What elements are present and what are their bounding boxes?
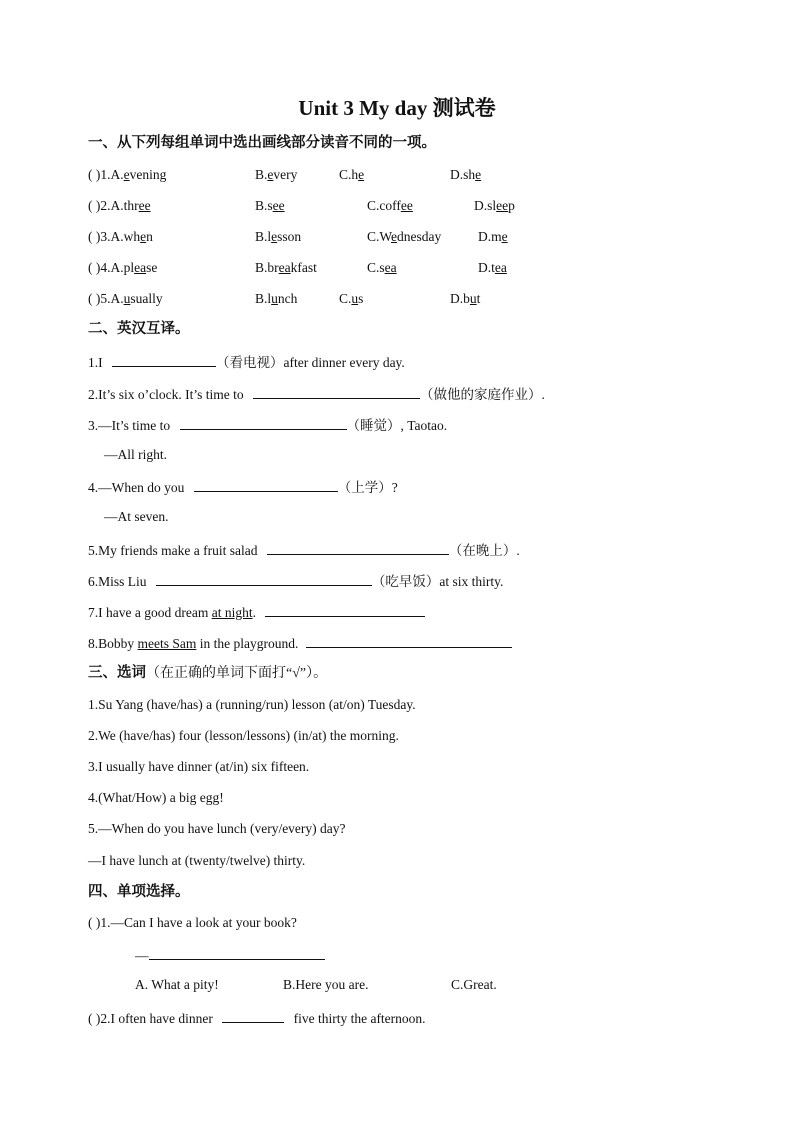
sec2-item-7: 7.I have a good dream at night. — [88, 602, 425, 622]
answer-blank[interactable] — [265, 602, 425, 617]
section-2-heading: 二、英汉互译。 — [88, 321, 190, 337]
word-option: B.every — [255, 167, 298, 182]
answer-paren[interactable]: ( ) — [88, 291, 101, 306]
sec1-row — [88, 290, 163, 308]
sec4-q1-reply: — — [135, 945, 325, 965]
answer-blank[interactable] — [149, 945, 325, 960]
sec3-item-5: 5.—When do you have lunch (very/every) day? — [88, 821, 346, 836]
answer-blank[interactable] — [267, 540, 449, 555]
word-option: three — [123, 198, 151, 213]
sec1-row — [88, 166, 166, 184]
word-option: C.Wednesday — [367, 229, 442, 244]
sec1-option-c — [339, 290, 363, 308]
word-option: C.sea — [367, 260, 397, 275]
question-number: 2.A. — [100, 198, 124, 213]
word-option: B.see — [255, 198, 285, 213]
sec3-item-3: 3.I usually have dinner (at/in) six fifteen. — [88, 759, 310, 774]
sec1-row — [88, 228, 153, 246]
sec3-item-5-reply: —I have lunch at (twenty/twelve) thirty. — [88, 853, 306, 868]
word-option: D.but — [450, 291, 481, 306]
word-option: C.coffee — [367, 198, 413, 213]
sec1-option-b — [255, 228, 301, 246]
question-number: 3.A. — [100, 229, 124, 244]
answer-paren[interactable]: ( ) — [88, 229, 101, 244]
answer-blank[interactable] — [112, 352, 216, 367]
answer-paren[interactable]: ( ) — [88, 1011, 101, 1026]
sec2-item-3: 3.—It’s time to （睡觉）, Taotao. — [88, 415, 447, 435]
section-3-heading: 三、选词（在正确的单词下面打“√”）。 — [88, 665, 328, 681]
sec4-q2: ( )2.I often have dinner five thirty the afternoon. — [88, 1008, 426, 1028]
sec1-option-d — [474, 197, 515, 215]
answer-blank[interactable] — [222, 1008, 284, 1023]
word-option: B.lunch — [255, 291, 298, 306]
sec1-option-d — [450, 290, 480, 308]
word-option: D.tea — [478, 260, 507, 275]
section-4-heading: 四、单项选择。 — [88, 884, 190, 900]
question-number: 1.A. — [100, 167, 124, 182]
question-number: 5.A. — [100, 291, 124, 306]
answer-blank[interactable] — [253, 384, 420, 399]
question-number: 4.A. — [100, 260, 124, 275]
sec1-option-c — [367, 259, 397, 277]
sec1-row — [88, 259, 157, 277]
word-option: D.sleep — [474, 198, 515, 213]
sec3-item-1: 1.Su Yang (have/has) a (running/run) lesson (at/on) Tuesday. — [88, 697, 416, 712]
sec4-q1-option-a[interactable]: A. What a pity! — [135, 977, 219, 992]
sec1-option-c — [367, 228, 441, 246]
word-option: evening — [123, 167, 167, 182]
word-option: C.us — [339, 291, 364, 306]
answer-blank[interactable] — [156, 571, 372, 586]
answer-paren[interactable]: ( ) — [88, 167, 101, 182]
sec2-item-4-reply: —At seven. — [104, 509, 169, 524]
sec4-q1-option-c[interactable]: C.Great. — [451, 977, 497, 992]
sec1-option-c — [339, 166, 364, 184]
sec1-row — [88, 197, 151, 215]
answer-paren[interactable]: ( ) — [88, 915, 101, 930]
word-option: D.me — [478, 229, 508, 244]
word-option: D.she — [450, 167, 482, 182]
sec2-item-3-reply: —All right. — [104, 447, 167, 462]
sec1-option-b — [255, 290, 297, 308]
page-title: Unit 3 My day 测试卷 — [298, 96, 496, 120]
word-option: when — [123, 229, 153, 244]
word-option: B.lesson — [255, 229, 302, 244]
sec2-item-8: 8.Bobby meets Sam in the playground. — [88, 633, 512, 653]
word-option: B.breakfast — [255, 260, 317, 275]
sec1-option-c — [367, 197, 413, 215]
sec3-item-2: 2.We (have/has) four (lesson/lessons) (in/at) the morning. — [88, 728, 399, 743]
sec1-option-b — [255, 197, 285, 215]
answer-paren[interactable]: ( ) — [88, 260, 101, 275]
answer-paren[interactable]: ( ) — [88, 198, 101, 213]
sec4-q1: ( )1.—Can I have a look at your book? — [88, 915, 297, 930]
sec2-item-6: 6.Miss Liu （吃早饭）at six thirty. — [88, 571, 503, 591]
answer-blank[interactable] — [306, 633, 512, 648]
sec1-option-d — [478, 259, 507, 277]
sec2-item-2: 2.It’s six o’clock. It’s time to （做他的家庭作业）. — [88, 384, 545, 404]
sec3-item-4: 4.(What/How) a big egg! — [88, 790, 224, 805]
sec1-option-d — [478, 228, 508, 246]
sec1-option-b — [255, 259, 317, 277]
answer-blank[interactable] — [180, 415, 347, 430]
sec1-option-d — [450, 166, 481, 184]
sec4-q1-option-b[interactable]: B.Here you are. — [283, 977, 369, 992]
word-option: please — [123, 260, 158, 275]
sec2-item-1: 1.I （看电视）after dinner every day. — [88, 352, 405, 372]
sec1-option-b — [255, 166, 297, 184]
word-option: usually — [123, 291, 163, 306]
section-1-heading: 一、从下列每组单词中选出画线部分读音不同的一项。 — [88, 135, 436, 151]
answer-blank[interactable] — [194, 477, 338, 492]
word-option: C.he — [339, 167, 365, 182]
sec2-item-4: 4.—When do you （上学）? — [88, 477, 398, 497]
sec2-item-5: 5.My friends make a fruit salad （在晚上）. — [88, 540, 520, 560]
